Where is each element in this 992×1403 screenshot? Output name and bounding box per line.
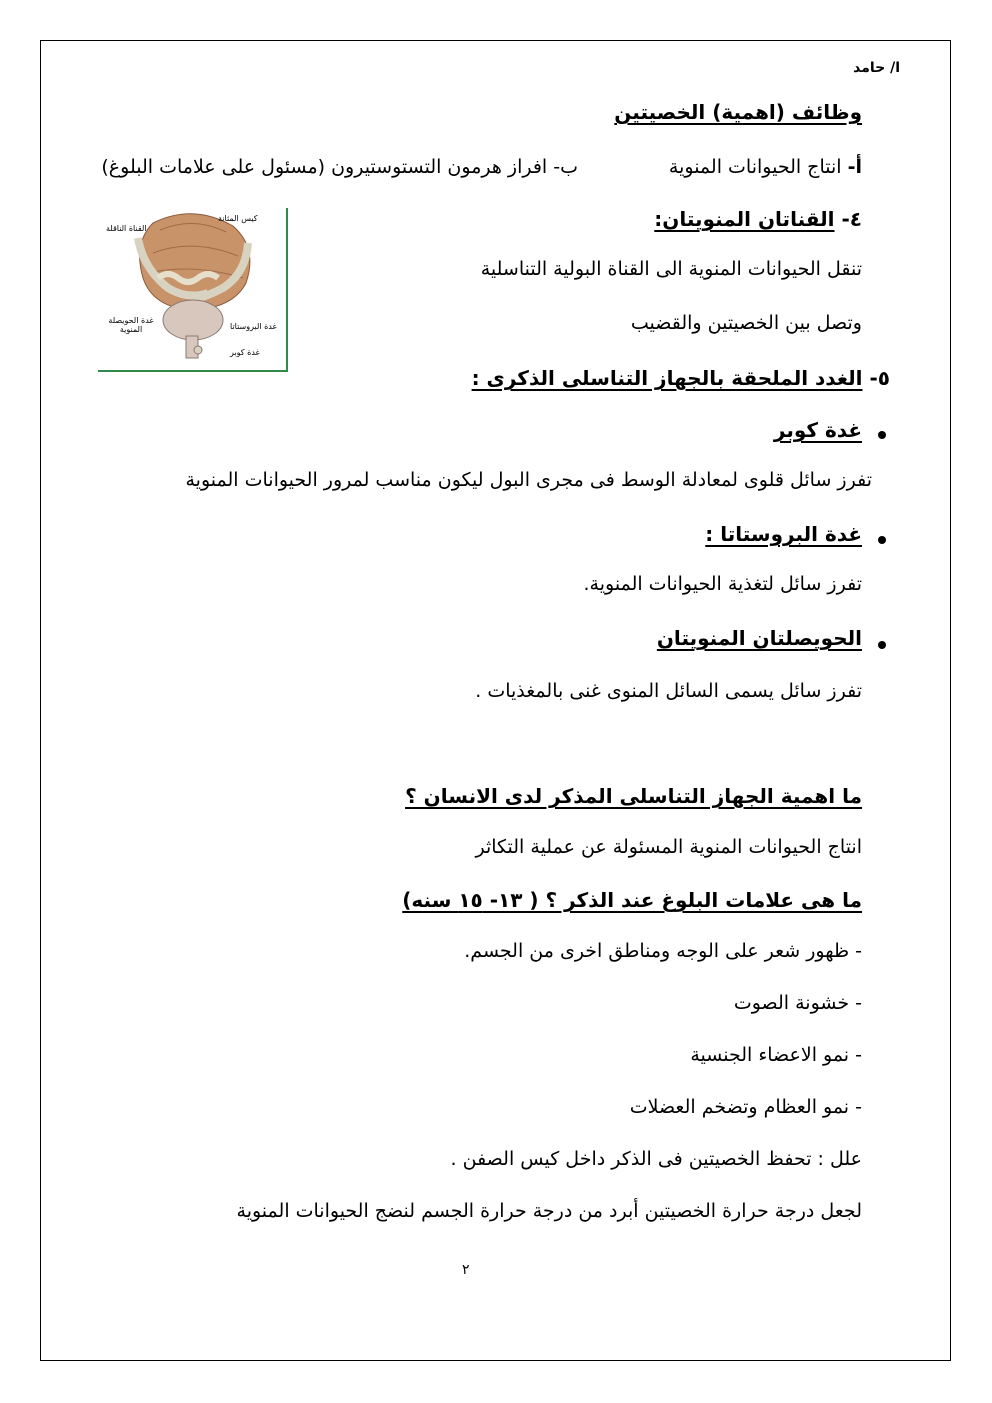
puberty-item: - نمو العظام وتضخم العضلات: [629, 1096, 862, 1118]
ducts-number: ٤-: [841, 207, 862, 231]
glands-title: الغدد الملحقة بالجهاز التناسلى الذكرى :: [471, 366, 863, 390]
page-number: ٢: [462, 1262, 470, 1278]
item-a-letter: أ-: [847, 156, 862, 178]
glands-number: ٥-: [869, 366, 890, 390]
label-cowper: غدة كوبر: [230, 348, 260, 357]
section-title-functions: وظائف (اهمية) الخصيتين: [614, 100, 862, 124]
reason-question: علل : تحفظ الخصيتين فى الذكر داخل كيس الصفن .: [450, 1148, 862, 1170]
bullet-cowper: [878, 431, 886, 439]
teacher-name: ا/ حامد: [853, 60, 900, 76]
item-a-text: انتاج الحيوانات المنوية: [668, 156, 842, 178]
vesicles-title: الحويصلتان المنويتان: [656, 626, 862, 650]
puberty-item: - ظهور شعر على الوجه ومناطق اخرى من الجسم.: [464, 940, 862, 962]
label-bladder: كيس المثانة: [218, 214, 258, 223]
importance-question: ما اهمية الجهاز التناسلى المذكر لدى الانسان ؟: [405, 784, 862, 808]
bullet-vesicles: [878, 641, 886, 649]
ducts-line-1: تنقل الحيوانات المنوية الى القناة البولية التناسلية: [480, 258, 862, 280]
section-title-glands: [472, 366, 890, 390]
section-title-ducts: [654, 207, 862, 231]
function-item-b: ب- افراز هرمون التستوستيرون (مسئول على علامات البلوغ): [101, 156, 578, 178]
prostate-title: غدة البروستاتا :: [705, 522, 862, 546]
ducts-title: القناتان المنويتان:: [654, 207, 835, 231]
importance-answer: انتاج الحيوانات المنوية المسئولة عن عملية التكاثر: [475, 836, 862, 858]
label-prostate: غدة البروستاتا: [230, 322, 277, 331]
prostate-text: تفرز سائل لتغذية الحيوانات المنوية.: [583, 573, 862, 595]
puberty-item: - نمو الاعضاء الجنسية: [690, 1044, 862, 1066]
reproductive-glands-figure: [98, 208, 288, 372]
cowper-text: تفرز سائل قلوى لمعادلة الوسط فى مجرى البول ليكون مناسب لمرور الحيوانات المنوية: [185, 469, 872, 491]
bullet-prostate: [878, 536, 886, 544]
cowper-title: غدة كوبر: [773, 418, 862, 442]
vesicles-text: تفرز سائل يسمى السائل المنوى غنى بالمغذيات .: [475, 680, 862, 702]
puberty-item: - خشونة الصوت: [733, 992, 862, 1014]
ducts-line-2: وتصل بين الخصيتين والقضيب: [630, 312, 862, 334]
label-vas-deferens: القناة الناقلة: [106, 224, 147, 233]
puberty-question: ما هى علامات البلوغ عند الذكر ؟ ( ١٣- ١٥ سنه): [402, 888, 862, 912]
function-item-a: [669, 156, 862, 178]
label-seminal-vesicle: غدة الحويصلة المنوية: [108, 316, 154, 334]
reason-answer: لجعل درجة حرارة الخصيتين أبرد من درجة حرارة الجسم لنضج الحيوانات المنوية: [236, 1200, 862, 1222]
